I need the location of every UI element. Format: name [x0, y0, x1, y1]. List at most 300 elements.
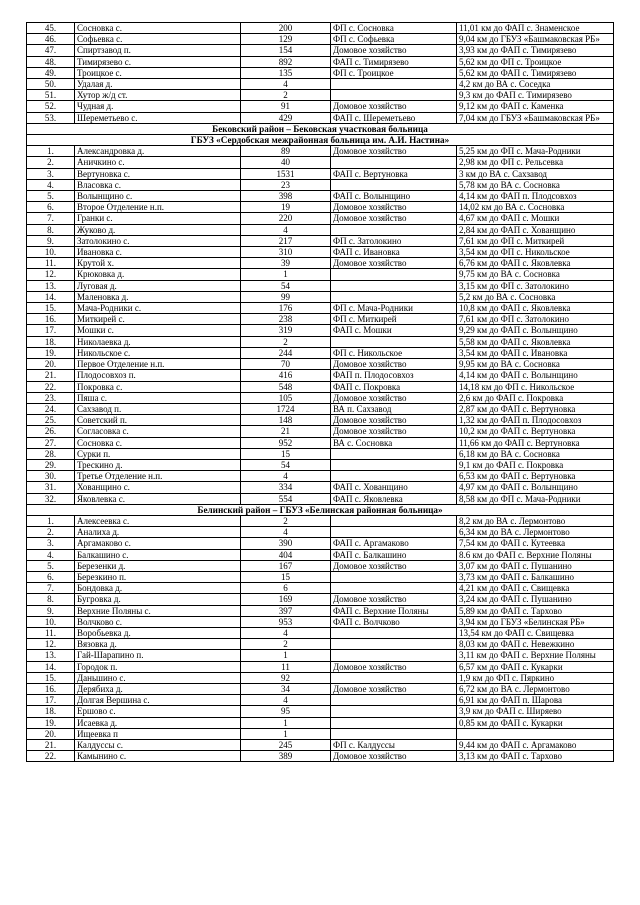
row-number-cell: 20. [27, 728, 75, 739]
population-cell: 4 [241, 224, 331, 235]
facility-cell: Домовое хозяйство [331, 683, 457, 694]
distance-cell: 9,04 км до ГБУЗ «Башмаковская РБ» [457, 34, 614, 45]
row-number-cell: 29. [27, 459, 75, 470]
section-heading: Бековский район – Бековская участковая больница [27, 123, 614, 134]
table-row [27, 303, 614, 314]
settlement-name-cell: Балкашино с. [75, 549, 241, 560]
facility-cell [331, 179, 457, 190]
distance-cell: 5,62 км до ФП с. Троицкое [457, 56, 614, 67]
population-cell: 95 [241, 706, 331, 717]
section-heading-row [27, 135, 614, 146]
settlement-name-cell: Бугровка д. [75, 594, 241, 605]
settlement-name-cell: Городок п. [75, 661, 241, 672]
population-cell: 4 [241, 79, 331, 90]
table-row [27, 235, 614, 246]
row-number-cell: 28. [27, 448, 75, 459]
distance-cell: 1,9 км до ФП с. Пяркино [457, 672, 614, 683]
row-number-cell: 51. [27, 90, 75, 101]
distance-cell: 10,8 км до ФАП с. Яковлевка [457, 303, 614, 314]
settlement-name-cell: Гай-Шарапино п. [75, 650, 241, 661]
row-number-cell: 11. [27, 258, 75, 269]
population-cell: 334 [241, 482, 331, 493]
distance-cell: 6,18 км до ВА с. Сосновка [457, 448, 614, 459]
row-number-cell: 17. [27, 695, 75, 706]
distance-cell: 3,54 км до ФП с. Никольское [457, 247, 614, 258]
table-row [27, 583, 614, 594]
population-cell: 89 [241, 146, 331, 157]
settlement-name-cell: Сосновка с. [75, 437, 241, 448]
row-number-cell: 5. [27, 560, 75, 571]
population-cell: 129 [241, 34, 331, 45]
row-number-cell: 10. [27, 247, 75, 258]
population-cell: 105 [241, 392, 331, 403]
table-row [27, 213, 614, 224]
distance-cell: 9,95 км до ВА с. Сосновка [457, 359, 614, 370]
population-cell: 953 [241, 616, 331, 627]
population-cell: 99 [241, 291, 331, 302]
population-cell: 404 [241, 549, 331, 560]
table-row [27, 191, 614, 202]
facility-cell: Домовое хозяйство [331, 560, 457, 571]
population-cell: 23 [241, 179, 331, 190]
table-row [27, 224, 614, 235]
row-number-cell: 2. [27, 157, 75, 168]
table-row [27, 493, 614, 504]
settlement-name-cell: Калдуссы с. [75, 740, 241, 751]
distance-cell: 2,87 км до ФАП с. Вертуновка [457, 403, 614, 414]
row-number-cell: 26. [27, 426, 75, 437]
facility-cell: ФАП с. Яковлевка [331, 493, 457, 504]
section-heading-row [27, 123, 614, 134]
settlement-name-cell: Никольское с. [75, 347, 241, 358]
facility-cell: Домовое хозяйство [331, 258, 457, 269]
settlement-name-cell: Даньшино с. [75, 672, 241, 683]
distance-cell: 4,2 км до ВА с. Соседка [457, 79, 614, 90]
row-number-cell: 12. [27, 269, 75, 280]
facility-cell: ФАП с. Шереметьево [331, 112, 457, 123]
distance-cell: 7,61 км до ФП с. Миткирей [457, 235, 614, 246]
facility-cell [331, 471, 457, 482]
table-row [27, 45, 614, 56]
population-cell: 176 [241, 303, 331, 314]
settlement-name-cell: Березенки д. [75, 560, 241, 571]
distance-cell: 6,57 км до ФАП с. Кукарки [457, 661, 614, 672]
settlement-name-cell: Миткирей с. [75, 314, 241, 325]
population-cell: 4 [241, 471, 331, 482]
table-row [27, 459, 614, 470]
facility-cell: Домовое хозяйство [331, 751, 457, 762]
table-row [27, 392, 614, 403]
table-row [27, 672, 614, 683]
facility-cell: Домовое хозяйство [331, 45, 457, 56]
facility-cell: ФАП п. Плодосовхоз [331, 370, 457, 381]
settlement-name-cell: Аргамаково с. [75, 538, 241, 549]
facility-cell: ФП с. Софьевка [331, 34, 457, 45]
distance-cell: 5,89 км до ФАП с. Тархово [457, 605, 614, 616]
settlement-name-cell: Плодосовхоз п. [75, 370, 241, 381]
facility-cell: ФАП с. Покровка [331, 381, 457, 392]
settlement-name-cell: Березкино п. [75, 571, 241, 582]
facility-cell: Домовое хозяйство [331, 392, 457, 403]
facility-cell: Домовое хозяйство [331, 101, 457, 112]
section-heading-row [27, 504, 614, 515]
table-row [27, 471, 614, 482]
row-number-cell: 32. [27, 493, 75, 504]
population-cell: 2 [241, 639, 331, 650]
row-number-cell: 2. [27, 527, 75, 538]
table-row [27, 325, 614, 336]
facility-cell [331, 717, 457, 728]
settlement-name-cell: Крюковка д. [75, 269, 241, 280]
distance-cell: 14,18 км до ФП с. Никольское [457, 381, 614, 392]
distance-cell: 3,94 км до ГБУЗ «Белинская РБ» [457, 616, 614, 627]
facility-cell: ФАП с. Аргамаково [331, 538, 457, 549]
row-number-cell: 13. [27, 650, 75, 661]
population-cell: 92 [241, 672, 331, 683]
row-number-cell: 19. [27, 347, 75, 358]
facility-cell: ФП с. Троицкое [331, 67, 457, 78]
table-row [27, 23, 614, 34]
distance-cell: 11,01 км до ФАП с. Знаменское [457, 23, 614, 34]
settlement-name-cell: Шереметьево с. [75, 112, 241, 123]
table-row [27, 594, 614, 605]
table-row [27, 381, 614, 392]
population-cell: 397 [241, 605, 331, 616]
distance-cell: 2,84 км до ФАП с. Хованщино [457, 224, 614, 235]
facility-cell [331, 627, 457, 638]
row-number-cell: 10. [27, 616, 75, 627]
table-row [27, 616, 614, 627]
distance-cell: 4,97 км до ФАП с. Волынщино [457, 482, 614, 493]
population-cell: 1 [241, 728, 331, 739]
row-number-cell: 16. [27, 683, 75, 694]
population-cell: 245 [241, 740, 331, 751]
facility-cell: ФАП с. Верхние Поляны [331, 605, 457, 616]
table-row [27, 605, 614, 616]
facility-cell: Домовое хозяйство [331, 661, 457, 672]
row-number-cell: 14. [27, 661, 75, 672]
facility-cell: ФП с. Никольское [331, 347, 457, 358]
facility-cell [331, 650, 457, 661]
distance-cell: 8,2 км до ВА с. Лермонтово [457, 515, 614, 526]
facility-cell [331, 280, 457, 291]
distance-cell: 3,15 км до ФП с. Затолокино [457, 280, 614, 291]
facility-cell: ФП с. Калдуссы [331, 740, 457, 751]
population-cell: 310 [241, 247, 331, 258]
row-number-cell: 18. [27, 706, 75, 717]
distance-cell: 3,11 км до ФАП с. Верхние Поляны [457, 650, 614, 661]
row-number-cell: 48. [27, 56, 75, 67]
table-row [27, 650, 614, 661]
distance-cell: 3,13 км до ФАП с. Тархово [457, 751, 614, 762]
facility-cell: Домовое хозяйство [331, 146, 457, 157]
row-number-cell: 8. [27, 224, 75, 235]
row-number-cell: 20. [27, 359, 75, 370]
settlement-name-cell: Аналиха д. [75, 527, 241, 538]
population-cell: 19 [241, 202, 331, 213]
row-number-cell: 4. [27, 179, 75, 190]
row-number-cell: 49. [27, 67, 75, 78]
distance-cell: 5,78 км до ВА с. Сосновка [457, 179, 614, 190]
table-row [27, 515, 614, 526]
population-cell: 21 [241, 426, 331, 437]
table-row [27, 359, 614, 370]
settlement-name-cell: Сурки п. [75, 448, 241, 459]
distance-cell: 6,76 км до ФАП с. Яковлевка [457, 258, 614, 269]
population-cell: 319 [241, 325, 331, 336]
settlement-name-cell: Согласовка с. [75, 426, 241, 437]
population-cell: 148 [241, 415, 331, 426]
population-cell: 4 [241, 695, 331, 706]
row-number-cell: 14. [27, 291, 75, 302]
settlements-table-body [27, 23, 614, 762]
population-cell: 169 [241, 594, 331, 605]
settlement-name-cell: Дерябиха д. [75, 683, 241, 694]
settlement-name-cell: Третье Отделение н.п. [75, 471, 241, 482]
settlement-name-cell: Удалая д. [75, 79, 241, 90]
table-row [27, 415, 614, 426]
distance-cell: 6,91 км до ФАП п. Шарова [457, 695, 614, 706]
distance-cell: 8,03 км до ФАП с. Невежкино [457, 639, 614, 650]
row-number-cell: 45. [27, 23, 75, 34]
facility-cell [331, 336, 457, 347]
settlement-name-cell: Пяша с. [75, 392, 241, 403]
facility-cell [331, 728, 457, 739]
facility-cell: ФАП с. Волчково [331, 616, 457, 627]
row-number-cell: 18. [27, 336, 75, 347]
facility-cell: ФАП с. Хованщино [331, 482, 457, 493]
table-row [27, 291, 614, 302]
population-cell: 4 [241, 527, 331, 538]
population-cell: 416 [241, 370, 331, 381]
distance-cell: 0,85 км до ФАП с. Кукарки [457, 717, 614, 728]
population-cell: 6 [241, 583, 331, 594]
distance-cell: 2,98 км до ФП с. Рельсевка [457, 157, 614, 168]
distance-cell: 8.6 км до ФАП с. Верхние Поляны [457, 549, 614, 560]
population-cell: 220 [241, 213, 331, 224]
facility-cell: ФАП с. Мошки [331, 325, 457, 336]
facility-cell: Домовое хозяйство [331, 213, 457, 224]
table-row [27, 751, 614, 762]
table-row [27, 168, 614, 179]
population-cell: 15 [241, 571, 331, 582]
row-number-cell: 52. [27, 101, 75, 112]
population-cell: 1 [241, 269, 331, 280]
table-row [27, 247, 614, 258]
row-number-cell: 15. [27, 672, 75, 683]
population-cell: 39 [241, 258, 331, 269]
settlement-name-cell: Гранки с. [75, 213, 241, 224]
settlement-name-cell: Хутор ж/д ст. [75, 90, 241, 101]
facility-cell [331, 291, 457, 302]
facility-cell [331, 515, 457, 526]
distance-cell: 4,14 км до ФАП с. Волынщино [457, 370, 614, 381]
distance-cell: 7,61 км до ФП с. Затолокино [457, 314, 614, 325]
distance-cell: 9,1 км до ФАП с. Покровка [457, 459, 614, 470]
distance-cell: 2,6 км до ФАП с. Покровка [457, 392, 614, 403]
settlement-name-cell: Ивановка с. [75, 247, 241, 258]
table-row [27, 728, 614, 739]
row-number-cell: 19. [27, 717, 75, 728]
table-row [27, 426, 614, 437]
settlement-name-cell: Софьевка с. [75, 34, 241, 45]
section-heading: ГБУЗ «Сердобская межрайонная больница им. А.И. Настина» [27, 135, 614, 146]
row-number-cell: 24. [27, 403, 75, 414]
row-number-cell: 3. [27, 538, 75, 549]
table-row [27, 146, 614, 157]
settlement-name-cell: Хованщино с. [75, 482, 241, 493]
distance-cell: 6,53 км до ФАП с. Вертуновка [457, 471, 614, 482]
facility-cell [331, 695, 457, 706]
table-row [27, 639, 614, 650]
row-number-cell: 15. [27, 303, 75, 314]
distance-cell: 5,2 км до ВА с. Сосновка [457, 291, 614, 302]
facility-cell [331, 706, 457, 717]
distance-cell: 3,73 км до ФАП с. Балкашино [457, 571, 614, 582]
facility-cell: ФАП с. Вертуновка [331, 168, 457, 179]
table-row [27, 157, 614, 168]
row-number-cell: 7. [27, 583, 75, 594]
facility-cell [331, 527, 457, 538]
facility-cell [331, 79, 457, 90]
population-cell: 548 [241, 381, 331, 392]
distance-cell: 3 км до ВА с. Сахзавод [457, 168, 614, 179]
population-cell: 389 [241, 751, 331, 762]
table-row [27, 560, 614, 571]
settlement-name-cell: Николаевка д. [75, 336, 241, 347]
distance-cell: 13,54 км до ФАП с. Свищевка [457, 627, 614, 638]
table-row [27, 482, 614, 493]
distance-cell: 14,02 км до ВА с. Сосновка [457, 202, 614, 213]
settlement-name-cell: Жуково д. [75, 224, 241, 235]
facility-cell: Домовое хозяйство [331, 202, 457, 213]
population-cell: 54 [241, 459, 331, 470]
population-cell: 40 [241, 157, 331, 168]
settlement-name-cell: Ищеевка п [75, 728, 241, 739]
population-cell: 1724 [241, 403, 331, 414]
section-heading: Белинский район – ГБУЗ «Белинская районная больница» [27, 504, 614, 515]
table-row [27, 661, 614, 672]
population-cell: 398 [241, 191, 331, 202]
distance-cell: 9,3 км до ФАП с. Тимирязево [457, 90, 614, 101]
settlement-name-cell: Долгая Вершина с. [75, 695, 241, 706]
table-row [27, 549, 614, 560]
settlement-name-cell: Верхние Поляны с. [75, 605, 241, 616]
row-number-cell: 7. [27, 213, 75, 224]
table-row [27, 571, 614, 582]
settlement-name-cell: Крутой х. [75, 258, 241, 269]
settlement-name-cell: Александровка д. [75, 146, 241, 157]
population-cell: 200 [241, 23, 331, 34]
facility-cell [331, 448, 457, 459]
population-cell: 429 [241, 112, 331, 123]
facility-cell: ФП с. Миткирей [331, 314, 457, 325]
distance-cell: 5,58 км до ФАП с. Яковлевка [457, 336, 614, 347]
settlement-name-cell: Троицкое с. [75, 67, 241, 78]
facility-cell: Домовое хозяйство [331, 594, 457, 605]
settlement-name-cell: Спиртзавод п. [75, 45, 241, 56]
distance-cell: 10,2 км до ФАП с. Вертуновка [457, 426, 614, 437]
facility-cell [331, 90, 457, 101]
table-row [27, 347, 614, 358]
population-cell: 952 [241, 437, 331, 448]
row-number-cell: 6. [27, 202, 75, 213]
row-number-cell: 5. [27, 191, 75, 202]
table-row [27, 179, 614, 190]
row-number-cell: 16. [27, 314, 75, 325]
distance-cell: 3,93 км до ФАП с. Тимирязево [457, 45, 614, 56]
table-row [27, 258, 614, 269]
table-row [27, 269, 614, 280]
population-cell: 34 [241, 683, 331, 694]
settlement-name-cell: Алексеевка с. [75, 515, 241, 526]
settlement-name-cell: Вертуновка с. [75, 168, 241, 179]
row-number-cell: 21. [27, 370, 75, 381]
distance-cell: 9,44 км до ФАП с. Аргамаково [457, 740, 614, 751]
facility-cell [331, 459, 457, 470]
distance-cell: 5,25 км до ФП с. Мача-Родники [457, 146, 614, 157]
settlement-name-cell: Исаевка д. [75, 717, 241, 728]
row-number-cell: 23. [27, 392, 75, 403]
row-number-cell: 47. [27, 45, 75, 56]
table-row [27, 280, 614, 291]
settlement-name-cell: Маленовка д. [75, 291, 241, 302]
table-row [27, 336, 614, 347]
population-cell: 554 [241, 493, 331, 504]
settlement-name-cell: Покровка с. [75, 381, 241, 392]
table-row [27, 437, 614, 448]
settlement-name-cell: Ершово с. [75, 706, 241, 717]
row-number-cell: 22. [27, 751, 75, 762]
population-cell: 2 [241, 336, 331, 347]
population-cell: 217 [241, 235, 331, 246]
table-row [27, 538, 614, 549]
facility-cell: ФП с. Затолокино [331, 235, 457, 246]
facility-cell: ФАП с. Балкашино [331, 549, 457, 560]
settlement-name-cell: Трескино д. [75, 459, 241, 470]
distance-cell: 9,29 км до ФАП с. Волынщино [457, 325, 614, 336]
settlement-name-cell: Советский п. [75, 415, 241, 426]
population-cell: 15 [241, 448, 331, 459]
table-row [27, 34, 614, 45]
table-row [27, 740, 614, 751]
row-number-cell: 21. [27, 740, 75, 751]
table-row [27, 101, 614, 112]
population-cell: 390 [241, 538, 331, 549]
row-number-cell: 50. [27, 79, 75, 90]
distance-cell: 6,34 км до ВА с. Лермонтово [457, 527, 614, 538]
settlement-name-cell: Тимирязево с. [75, 56, 241, 67]
table-row [27, 370, 614, 381]
facility-cell [331, 224, 457, 235]
table-row [27, 314, 614, 325]
distance-cell: 1,32 км до ФАП п. Плодосовхоз [457, 415, 614, 426]
settlement-name-cell: Вязовка д. [75, 639, 241, 650]
facility-cell [331, 571, 457, 582]
table-row [27, 90, 614, 101]
row-number-cell: 1. [27, 515, 75, 526]
table-row [27, 56, 614, 67]
settlement-name-cell: Чудная д. [75, 101, 241, 112]
distance-cell: 9,12 км до ФАП с. Каменка [457, 101, 614, 112]
population-cell: 2 [241, 515, 331, 526]
population-cell: 1531 [241, 168, 331, 179]
facility-cell [331, 639, 457, 650]
facility-cell: Домовое хозяйство [331, 359, 457, 370]
table-row [27, 627, 614, 638]
population-cell: 1 [241, 650, 331, 661]
distance-cell: 3,9 км до ФАП с. Ширяево [457, 706, 614, 717]
